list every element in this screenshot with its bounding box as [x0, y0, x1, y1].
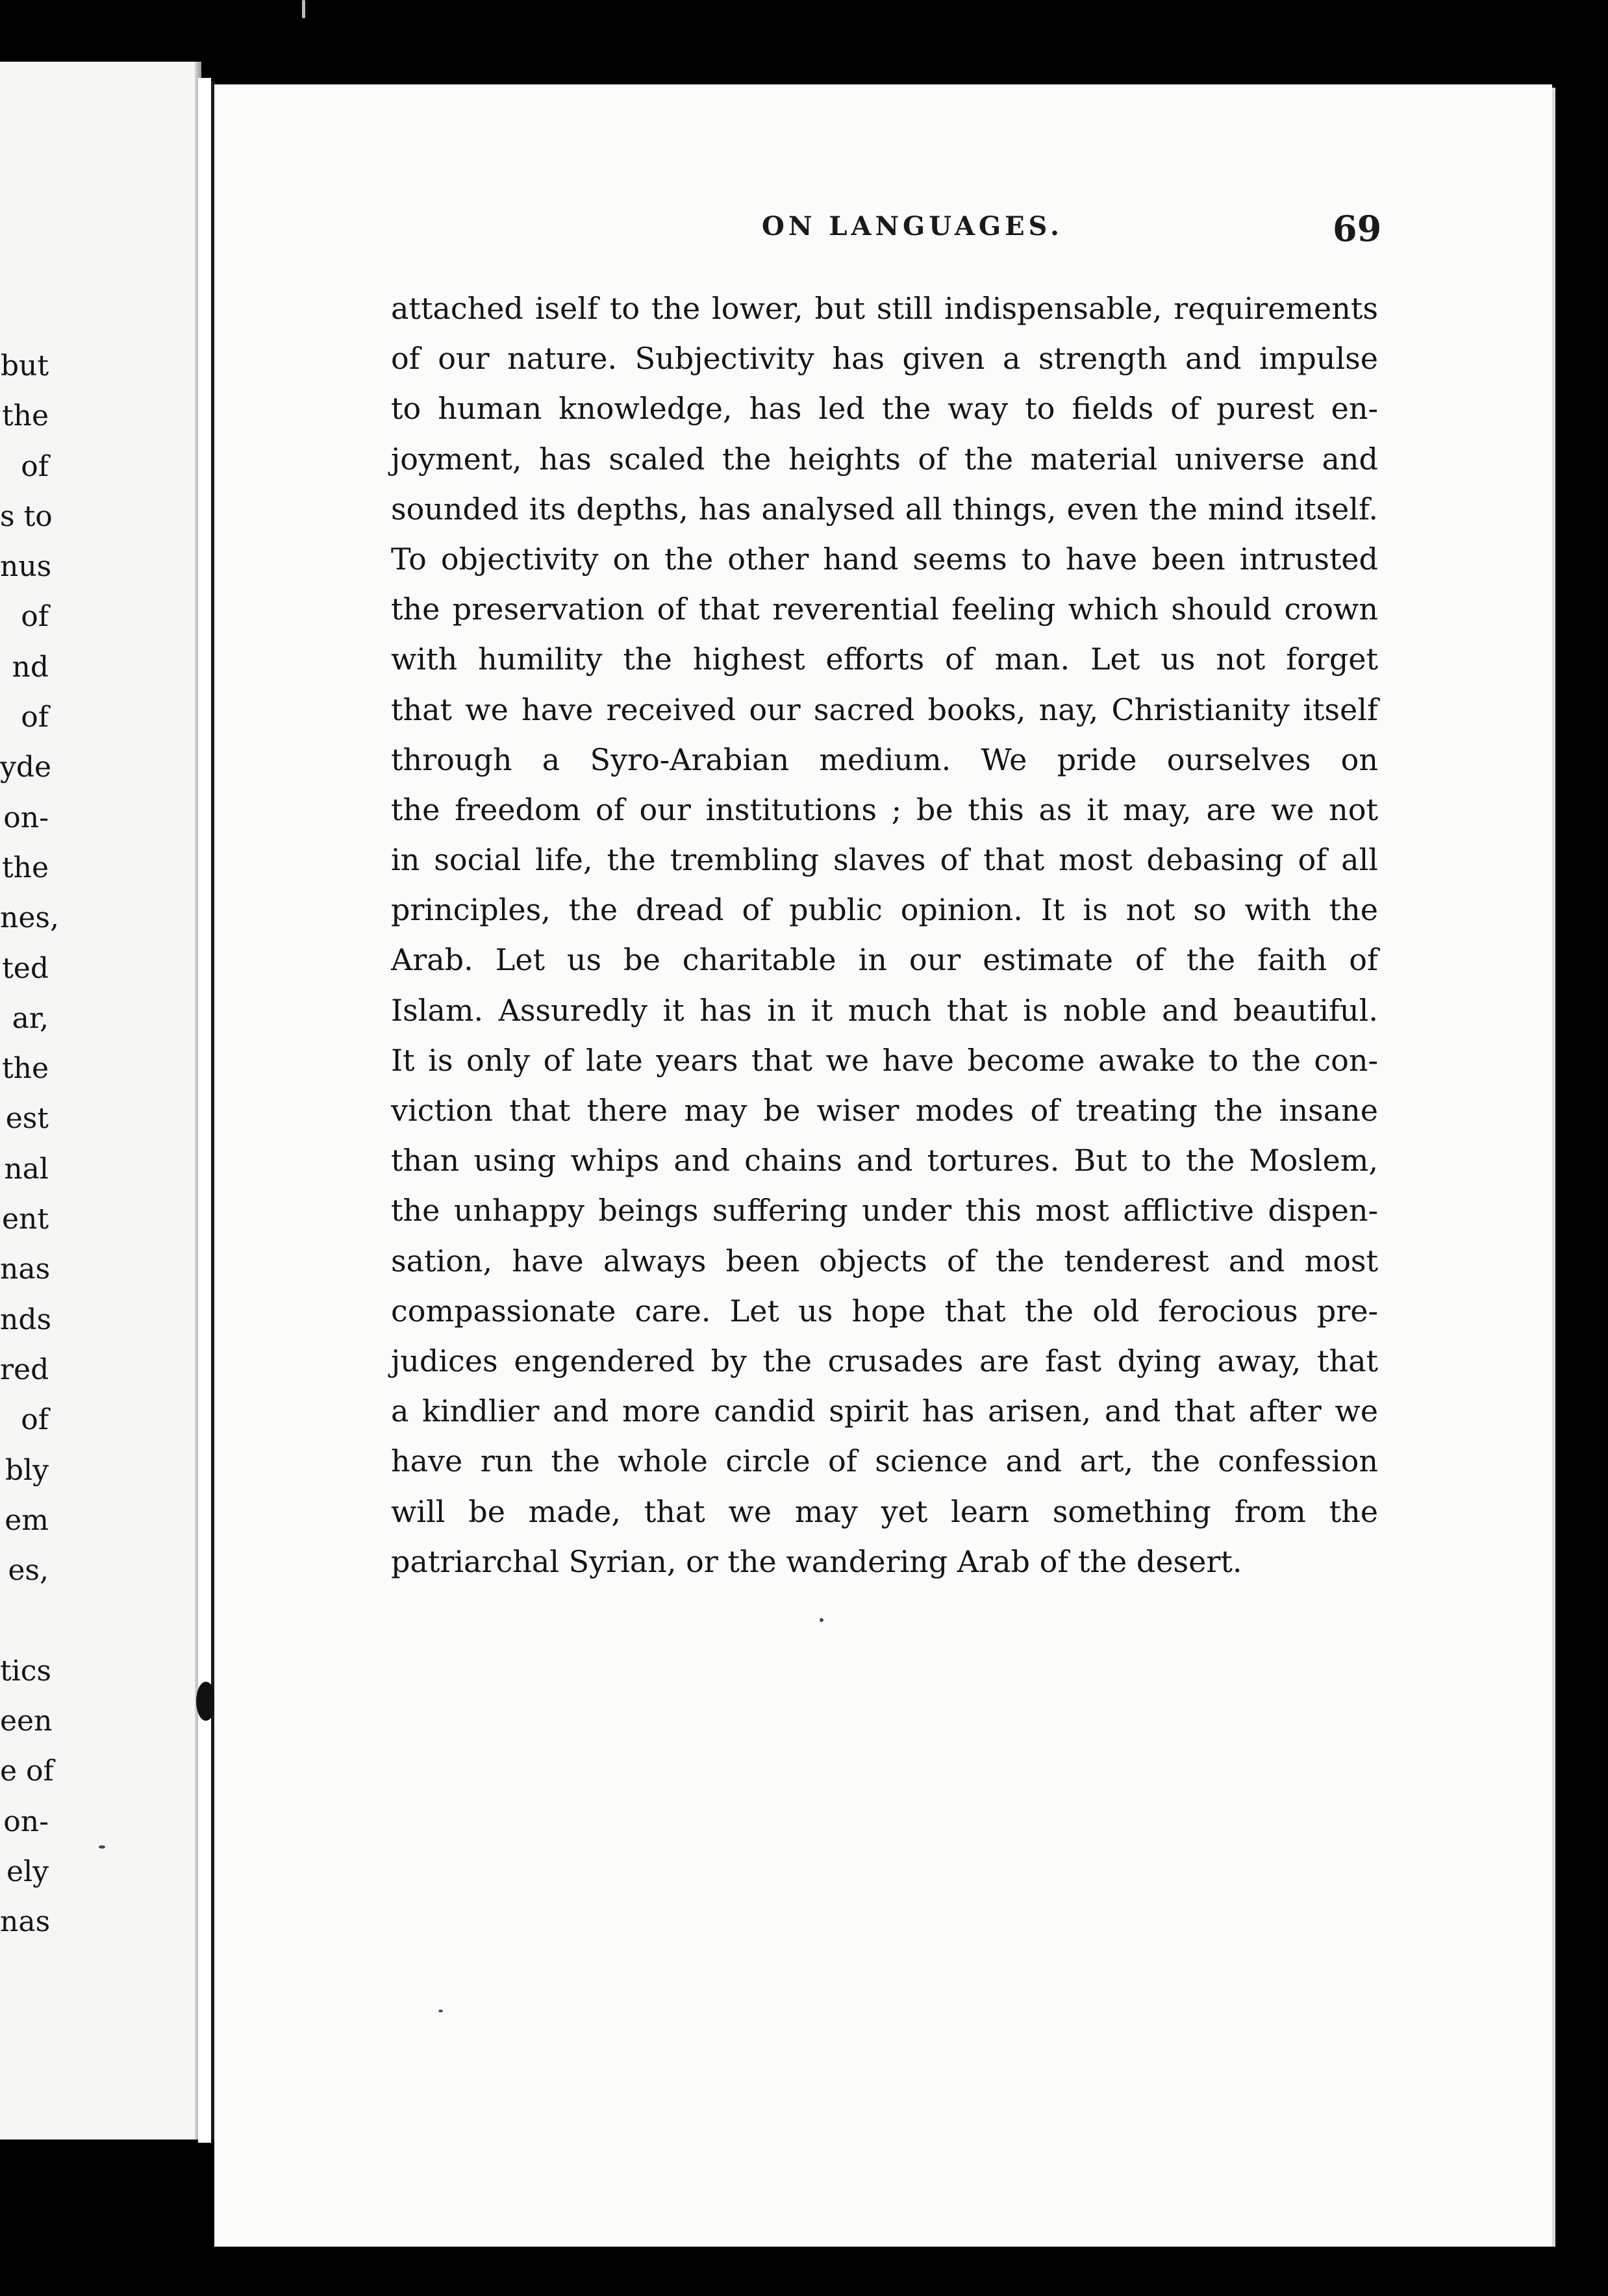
left-line-fragment: of [21, 1403, 49, 1437]
text-line: have run the whole circle of science and art, the confession [391, 1443, 1378, 1479]
text-line: Islam. Assuredly it has in it much that is noble and beautiful. [391, 992, 1378, 1028]
left-line-fragment: nds [0, 1303, 52, 1336]
left-line-fragment: est [5, 1102, 49, 1136]
left-line-fragment: red [0, 1353, 49, 1386]
text-line: the unhappy beings suffering under this most afflictive dispen- [391, 1193, 1378, 1229]
paper-speck [438, 2010, 443, 2012]
left-line-fragment: on- [3, 801, 49, 834]
text-line: will be made, that we may yet learn something from the [391, 1493, 1378, 1529]
text-line: than using whips and chains and tortures. But to the Moslem, [391, 1143, 1378, 1179]
right-page-edge [1552, 88, 1555, 2247]
running-head: ON LANGUAGES. [762, 211, 1063, 242]
left-line-fragment: the [1, 851, 49, 884]
text-line: judices engendered by the crusades are fast dying away, that [391, 1343, 1378, 1379]
left-line-fragment: nas [0, 1253, 51, 1286]
text-line: principles, the dread of public opinion. It is not so with the [391, 892, 1378, 928]
left-line-fragment: nal [4, 1152, 49, 1186]
left-page [0, 62, 199, 2140]
text-line: compassionate care. Let us hope that the old ferocious pre- [391, 1293, 1378, 1329]
text-line: sounded its depths, has analysed all things, even the mind itself. [391, 491, 1378, 527]
page-body-text [391, 284, 1378, 1587]
gutter-blot [196, 1682, 216, 1721]
left-line-fragment: nd [12, 650, 49, 684]
text-line: joyment, has scaled the heights of the material universe and [391, 441, 1378, 477]
text-line: viction that there may be wiser modes of treating the insane [391, 1093, 1378, 1128]
left-line-fragment: yde [0, 751, 52, 784]
text-line: in social life, the trembling slaves of that most debasing of all [391, 842, 1378, 878]
text-line: attached iself to the lower, but still indispensable, requirements [391, 291, 1378, 326]
left-line-fragment: ar, [12, 1001, 49, 1035]
paper-speck [820, 1618, 823, 1622]
text-line: to human knowledge, has led the way to fields of purest en- [391, 391, 1378, 427]
text-line: the freedom of our institutions ; be this as it may, are we not [391, 792, 1378, 827]
left-line-fragment: ted [2, 951, 49, 985]
left-line-fragment: of [21, 701, 49, 734]
left-line-fragment: of [21, 449, 49, 483]
paper-speck [302, 0, 305, 18]
page-number: 69 [1333, 208, 1382, 249]
left-line-fragment: ent [1, 1203, 49, 1236]
left-line-fragment: een [0, 1704, 53, 1738]
text-line: the preservation of that reverential feeling which should crown [391, 592, 1378, 627]
left-line-fragment: e of [0, 1754, 54, 1788]
text-line: a kindlier and more candid spirit has arisen, and that after we [391, 1393, 1378, 1429]
text-line-last: patriarchal Syrian, or the wandering Arab of the desert. [391, 1543, 1242, 1579]
text-line: that we have received our sacred books, nay, Christianity itself [391, 692, 1378, 727]
paper-speck [99, 1845, 105, 1849]
left-line-fragment: nas [0, 1905, 51, 1939]
left-line-fragment: the [1, 399, 49, 433]
text-line: Arab. Let us be charitable in our estimate of the faith of [391, 942, 1378, 978]
left-line-fragment: on- [3, 1804, 49, 1838]
left-line-fragment: of [21, 600, 49, 634]
left-line-fragment: tics [0, 1654, 51, 1688]
left-line-fragment [0, 1595, 49, 1645]
text-line: It is only of late years that we have become awake to the con- [391, 1042, 1378, 1078]
text-line: sation, have always been objects of the tenderest and most [391, 1243, 1378, 1279]
left-line-fragment: but [0, 349, 49, 382]
text-line: through a Syro-Arabian medium. We pride ourselves on [391, 742, 1378, 777]
left-line-fragment: bly [5, 1453, 49, 1487]
left-line-fragment: nus [0, 550, 52, 584]
book-gutter [198, 78, 211, 2143]
left-page-text-fragments [0, 341, 59, 1947]
left-line-fragment: nes, [0, 901, 59, 935]
text-line: To objectivity on the other hand seems to have been intrusted [391, 541, 1378, 577]
left-line-fragment: ely [6, 1854, 49, 1888]
left-line-fragment: the [1, 1052, 49, 1086]
text-line: with humility the highest efforts of man. Let us not forget [391, 642, 1378, 677]
left-line-fragment: s to [0, 499, 53, 533]
text-line: of our nature. Subjectivity has given a strength and impulse [391, 341, 1378, 377]
left-line-fragment: em [5, 1503, 49, 1537]
left-line-fragment: es, [8, 1554, 49, 1588]
